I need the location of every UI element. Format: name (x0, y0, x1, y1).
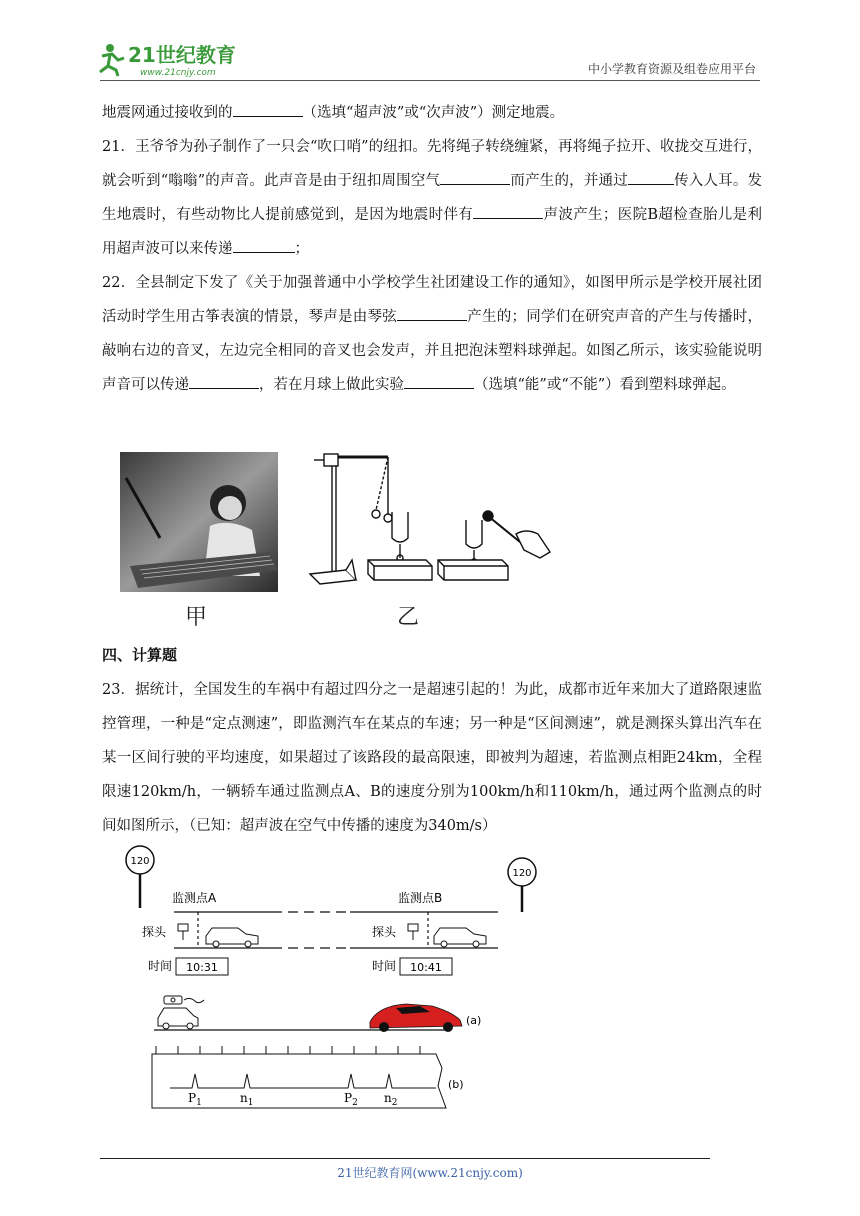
label-p1: $P_1$ (188, 1091, 202, 1108)
footer-link[interactable]: 21世纪教育网(www.21cnjy.com) (337, 1166, 523, 1180)
q21-blank-2[interactable] (628, 166, 674, 185)
tuning-fork-apparatus (310, 454, 550, 584)
time-label-b: 时间 (372, 959, 397, 973)
time-label-a: 时间 (148, 959, 173, 973)
section-title: 四、计算题 (102, 646, 178, 664)
label-b: (b) (448, 1078, 464, 1091)
time-value-b: 10:41 (410, 961, 442, 974)
speed-limit-sign-left (126, 846, 154, 908)
q22-text-1: 22．全县制定下发了《关于加强普通中小学校学生社团建设工作的通知》，如图甲所示是学校开展社团活动时学生用古筝表演的情景，琴声是由琴弦 (102, 275, 762, 325)
q21 (102, 130, 762, 266)
footer-divider (100, 1158, 710, 1159)
monitor-car-icon (158, 996, 204, 1029)
q22 (102, 266, 762, 402)
q21-blank-3[interactable] (473, 200, 543, 219)
red-car-icon (370, 1004, 462, 1032)
figure-guzheng-tuning-fork (120, 448, 560, 638)
q21-text-2: 而产生的，并通过 (510, 173, 628, 189)
probe-label-b: 探头 (372, 925, 397, 939)
q21-blank-1[interactable] (440, 166, 510, 185)
q21-text-3: 传入人耳。发生地震时，有些动物比人提前感觉到，是因为地震时伴有 (102, 173, 763, 223)
q20-text-1: 地震网通过接收到的 (102, 105, 233, 121)
q22-text-4: （选填“能”或“不能”）看到塑料球弹起。 (474, 377, 736, 393)
q20-blank[interactable] (233, 98, 303, 117)
logo-text: 21世纪教育 (128, 43, 236, 67)
q22-blank-1[interactable] (397, 302, 467, 321)
probe-label-a: 探头 (142, 925, 167, 939)
label-a: (a) (466, 1014, 482, 1027)
q20-tail (102, 96, 762, 130)
logo-url: www.21cnjy.com (140, 68, 216, 78)
svg-text:120: 120 (130, 856, 150, 867)
q20-text-2: （选填“超声波”或“次声波”）测定地震。 (302, 105, 565, 121)
site-logo (96, 40, 256, 80)
figure-speed-monitoring (120, 840, 540, 1120)
q21-text-4: 声波产生；医院B超检查胎儿是利用超声波可以来传递 (102, 207, 763, 257)
svg-text:120: 120 (512, 868, 532, 879)
guzheng-photo (120, 452, 278, 592)
runner-icon (100, 44, 124, 76)
q22-blank-3[interactable] (404, 370, 474, 389)
label-p2: $P_2$ (344, 1091, 358, 1108)
q21-text-5: ； (294, 241, 309, 257)
figure-label-yi: 乙 (396, 605, 420, 630)
figure-label-jia: 甲 (184, 605, 208, 630)
header-divider (100, 80, 760, 81)
question-content (102, 96, 762, 402)
q21-text-1: 21．王爷爷为孙子制作了一只会“吹口哨”的纽扣。先将绳子转绕缠紧，再将绳子拉开、收拢交互进行，就会听到“嗡嗡”的声音。此声音是由于纽扣周围空气 (102, 139, 762, 189)
q22-text-2: 产生的；同学们在研究声音的产生与传播时，敲响右边的音叉，左边完全相同的音叉也会发声，并且把泡沫塑料球弹起。如图乙所示，该实验能说明声音可以传递 (102, 309, 762, 393)
q21-blank-4[interactable] (233, 234, 295, 253)
speed-limit-sign-right (508, 858, 536, 912)
q22-text-3: ，若在月球上做此实验 (259, 377, 404, 393)
section-four (102, 638, 762, 843)
q23: 23．据统计，全国发生的车祸中有超过四分之一是超速引起的！为此，成都市近年来加大了道路限速监控管理，一种是“定点测速”，即监测汽车在某点的车速；另一种是“区间测速”，就是测探头算出汽车在某一区间行驶的平均速度，如果超过了该路段的最高限速，即被判为超速，若监测点相距24km，全程限速120km/h，一辆轿车通过监测点A、B的速度分别为100km/h和110km/h，通过两个监测点的时间如图所示，（已知：超声波在空气中传播的速度为340m/s） (102, 682, 762, 834)
label-n1: $n_1$ (240, 1091, 254, 1108)
car-icon (206, 928, 486, 947)
platform-name: 中小学教育资源及组卷应用平台 (587, 62, 756, 76)
point-a-label: 监测点A (172, 891, 217, 905)
label-n2: $n_2$ (384, 1091, 398, 1108)
q22-blank-2[interactable] (189, 370, 259, 389)
point-b-label: 监测点B (398, 891, 443, 905)
time-value-a: 10:31 (186, 961, 218, 974)
